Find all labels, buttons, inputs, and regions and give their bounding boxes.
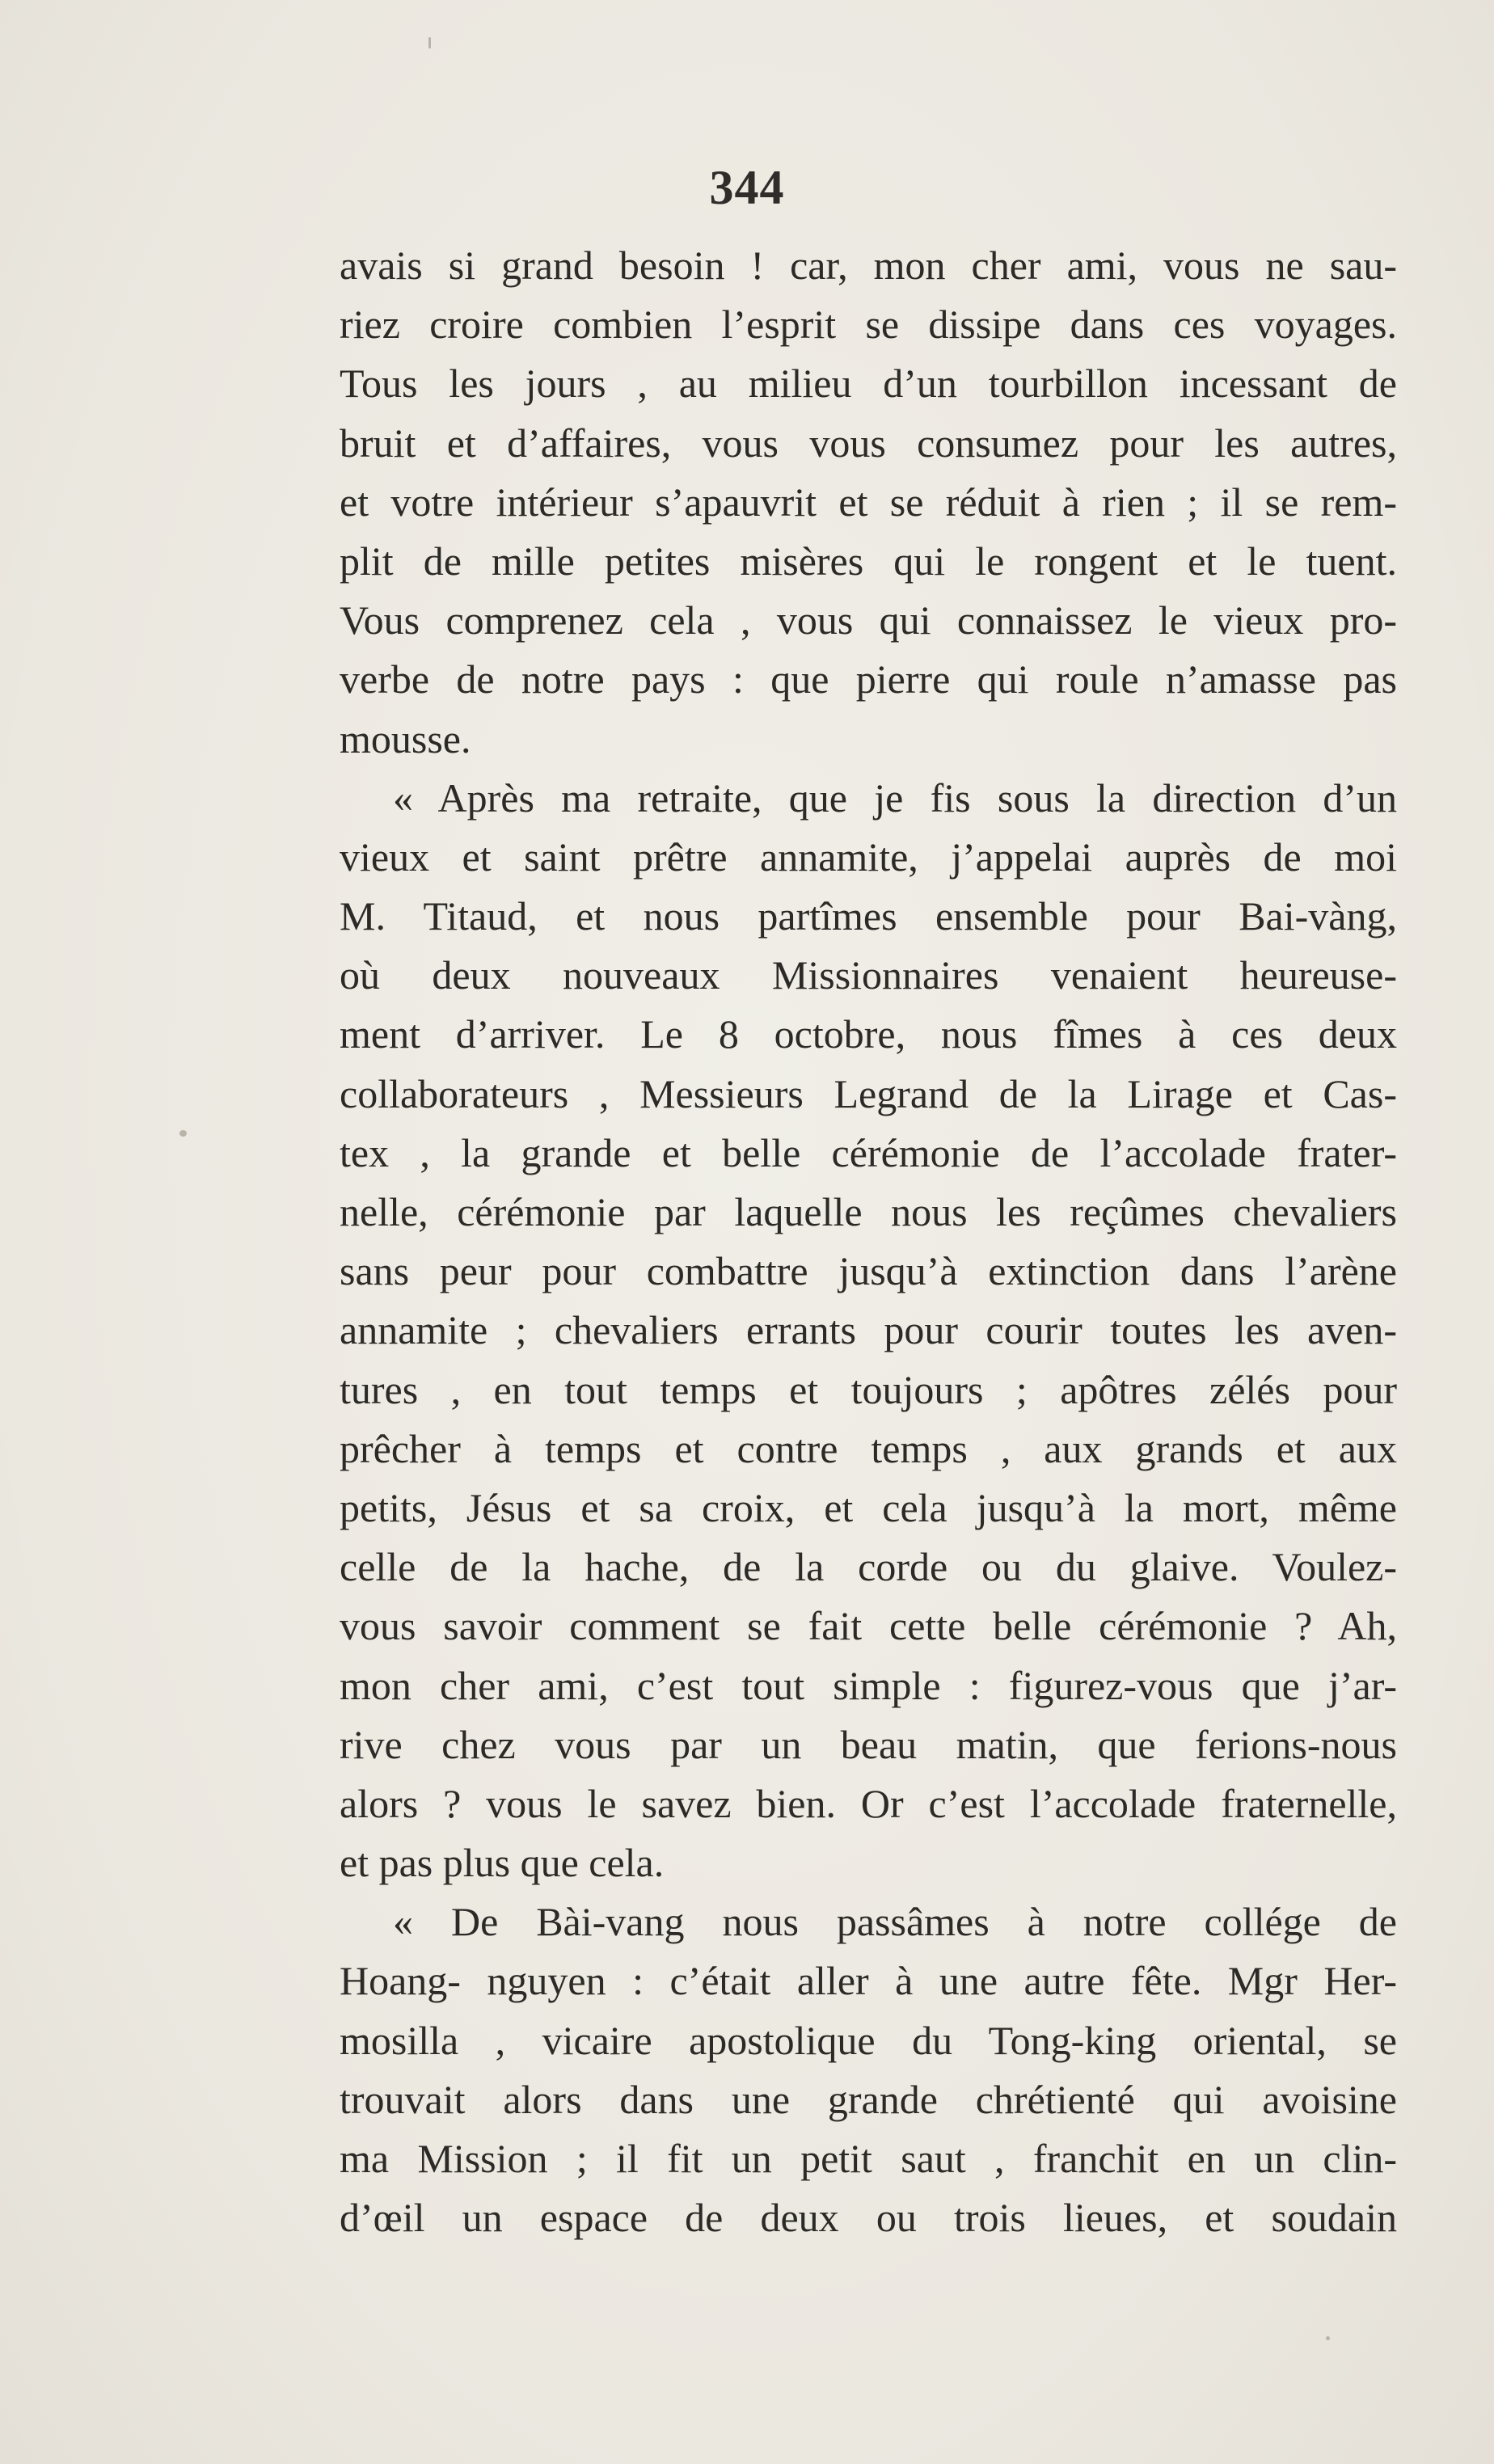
text-line: plit de mille petites misères qui le rongent et le tuent. — [340, 538, 1397, 584]
text-line: nelle, cérémonie par laquelle nous les reçûmes chevaliers — [340, 1189, 1397, 1234]
page-number: 344 — [709, 161, 785, 214]
text-line: et votre intérieur s’apauvrit et se réduit à rien ; il se rem- — [340, 479, 1397, 525]
text-line: bruit et d’affaires, vous vous consumez pour les autres, — [340, 420, 1397, 466]
text-line: alors ? vous le savez bien. Or c’est l’accolade fraternelle, — [340, 1780, 1397, 1826]
text-line: rive chez vous par un beau matin, que ferions-nous — [340, 1721, 1397, 1767]
paper-speck — [428, 37, 431, 49]
text-line: Vous comprenez cela , vous qui connaissez le vieux pro- — [340, 597, 1397, 643]
text-line: mosilla , vicaire apostolique du Tong-king oriental, se — [340, 2017, 1397, 2063]
text-line: ment d’arriver. Le 8 octobre, nous fîmes à ces deux — [340, 1011, 1397, 1057]
text-line: prêcher à temps et contre temps , aux grands et aux — [340, 1425, 1397, 1471]
text-line: « De Bài-vang nous passâmes à notre collége de — [393, 1899, 1397, 1945]
text-line: mon cher ami, c’est tout simple : figurez-vous que j’ar- — [340, 1662, 1397, 1708]
text-line: d’œil un espace de deux ou trois lieues, et soudain — [340, 2195, 1397, 2241]
text-line: M. Titaud, et nous partîmes ensemble pour Bai-vàng, — [340, 893, 1397, 939]
text-line: sans peur pour combattre jusqu’à extinction dans l’arène — [340, 1248, 1397, 1294]
text-line: annamite ; chevaliers errants pour courir toutes les aven- — [340, 1307, 1397, 1353]
text-line: trouvait alors dans une grande chrétienté qui avoisine — [340, 2076, 1397, 2122]
text-line: tex , la grande et belle cérémonie de l’accolade frater- — [340, 1129, 1397, 1175]
text-line: verbe de notre pays : que pierre qui roule n’amasse pas — [340, 656, 1397, 702]
text-line: vous savoir comment se fait cette belle cérémonie ? Ah, — [340, 1603, 1397, 1649]
text-line: riez croire combien l’esprit se dissipe dans ces voyages. — [340, 302, 1397, 348]
body-text — [340, 236, 1397, 2247]
text-line: Hoang- nguyen : c’était aller à une autre fête. Mgr Her- — [340, 1958, 1397, 2004]
text-line: et pas plus que cela. — [340, 1840, 665, 1886]
text-line: mousse. — [340, 715, 471, 762]
text-line: ma Mission ; il fit un petit saut , franchit en un clin- — [340, 2136, 1397, 2181]
text-line: tures , en tout temps et toujours ; apôtres zélés pour — [340, 1366, 1397, 1412]
text-line: Tous les jours , au milieu d’un tourbillon incessant de — [340, 361, 1397, 407]
text-line: « Après ma retraite, que je fis sous la direction d’un — [393, 774, 1397, 821]
text-line: vieux et saint prêtre annamite, j’appelai auprès de moi — [340, 833, 1397, 880]
paper-speck — [1326, 2336, 1330, 2340]
text-line: où deux nouveaux Missionnaires venaient heureuse- — [340, 952, 1397, 998]
text-line: celle de la hache, de la corde ou du glaive. Voulez- — [340, 1544, 1397, 1590]
paper-speck — [179, 1130, 187, 1137]
text-line: avais si grand besoin ! car, mon cher ami, vous ne sau- — [340, 243, 1397, 288]
text-line: collaborateurs , Messieurs Legrand de la Lirage et Cas- — [340, 1070, 1397, 1116]
text-line: petits, Jésus et sa croix, et cela jusqu’à la mort, même — [340, 1484, 1397, 1530]
